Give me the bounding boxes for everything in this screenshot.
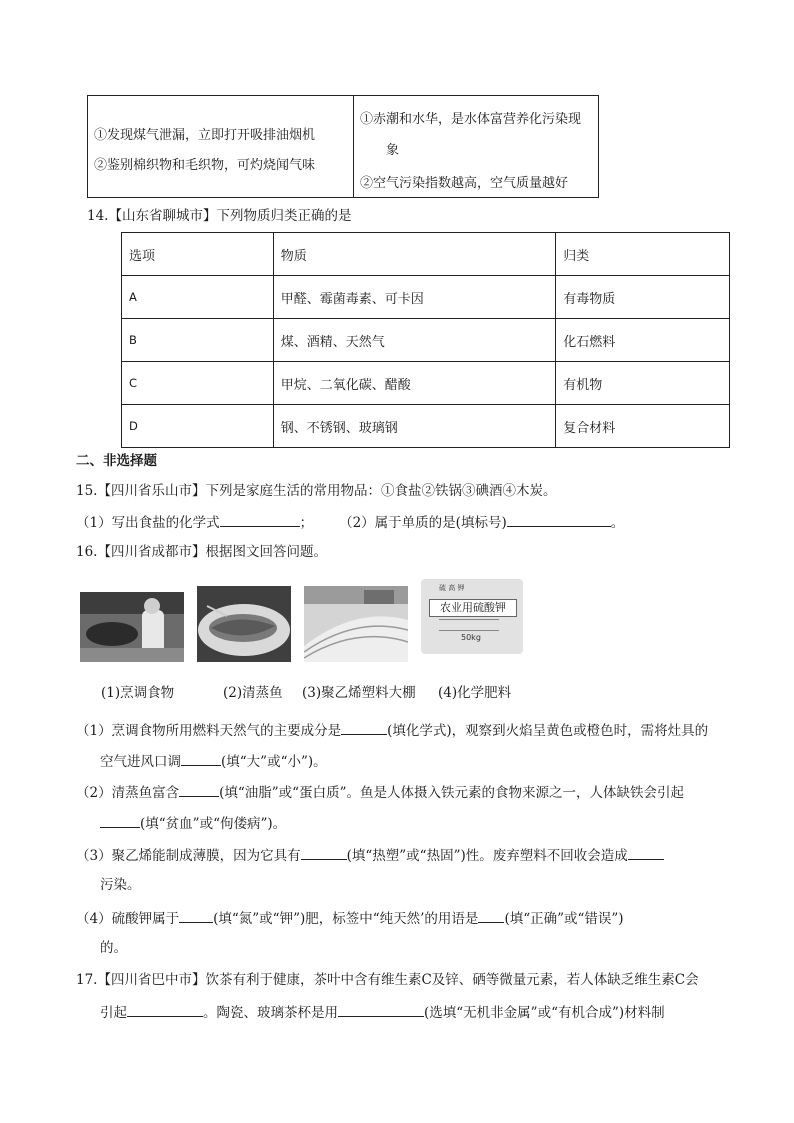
cooking-illustration [80,592,184,662]
q14-stem: 14.【山东省聊城市】下列物质归类正确的是 [87,208,352,224]
fish-illustration [197,586,291,662]
q16-part2-line1 [76,782,684,802]
q16-part2-line2 [100,813,286,833]
answer-blank[interactable] [127,1002,203,1017]
fertilizer-bag-photo [421,579,523,654]
greenhouse-photo [304,586,408,662]
bag-top-text: 硫 高 钾 [439,584,465,592]
box-right-line-1: ①赤潮和水华，是水体富营养化污染现 [360,112,582,127]
caption-cooking: (1)烹调食物 [101,685,175,701]
q16-part3-line1 [76,845,664,865]
answer-blank[interactable] [179,908,213,923]
row-option: A [122,276,274,319]
answer-blank[interactable] [100,813,140,828]
q17-line1: 17.【四川省巴中市】饮茶有利于健康，茶叶中含有维生素C及锌、硒等微量元素，若人体缺乏维生素C会 [76,972,699,988]
greenhouse-illustration [304,586,408,662]
bag-weight: 50kg [461,633,481,642]
answer-blank[interactable] [301,845,347,860]
bag-stripe [439,619,499,631]
bag-label: 农业用硫酸钾 [429,599,517,617]
q16-stem: 16.【四川省成都市】根据图文回答问题。 [76,544,327,560]
box-left-line-2: ②鉴别棉织物和毛织物，可灼烧闻气味 [94,158,316,173]
section-title: 二、非选择题 [76,453,157,469]
q16-part1-line1 [76,720,708,740]
option-box [87,95,599,198]
table-row [122,362,730,405]
q16-p1-text-b: (填化学式)，观察到火焰呈黄色或橙色时，需将灶具的 [387,723,709,739]
cooking-photo [80,592,184,662]
row-category: 有机物 [556,362,730,405]
q17-text-a: 引起 [100,1005,127,1021]
q16-part4-line2: 的。 [100,940,127,956]
table-row [122,319,730,362]
q16-p3-text-a: （3）聚乙烯能制成薄膜，因为它具有 [76,848,301,864]
answer-blank[interactable] [478,908,504,923]
q16-p2-text-b: (填“油脂”或“蛋白质”。鱼是人体摄入铁元素的食物来源之一，人体缺铁会引起 [219,785,684,801]
q16-p1-text-d: (填“大”或“小”)。 [221,754,327,770]
row-substance: 甲醛、霉菌毒素、可卡因 [273,276,556,319]
q16-p2-text-a: （2）清蒸鱼富含 [76,785,180,801]
q15-part1: （1）写出食盐的化学式 [76,515,220,531]
q15-separator: ； [299,515,314,531]
q16-part4-line1 [76,908,624,928]
answer-blank[interactable] [179,782,219,797]
q16-p1-text-c: 空气进风口调 [100,754,181,770]
q17-text-c: (选填“无机非金属”或“有机合成”)材料制 [424,1005,665,1021]
q16-p4-text-c: (填“正确”或“错误”) [504,911,624,927]
q17-line2 [100,1002,665,1022]
row-option: B [122,319,274,362]
table-header-row [122,233,730,276]
table-row [122,405,730,448]
answer-blank[interactable] [628,845,664,860]
q16-p4-text-a: （4）硫酸钾属于 [76,911,180,927]
row-category: 有毒物质 [556,276,730,319]
answer-blank[interactable] [341,720,387,735]
box-right-line-1b: 象 [386,143,400,158]
answer-blank[interactable] [220,512,300,527]
q17-text-b: 。陶瓷、玻璃茶杯是用 [203,1005,338,1021]
q16-part1-line2 [100,751,327,771]
row-substance: 煤、酒精、天然气 [273,319,556,362]
q14-table [121,232,730,448]
q16-p2-text-c: (填“贫血”或“佝偻病”)。 [140,816,287,832]
fish-photo [197,586,291,662]
q15-parts [76,512,624,532]
row-substance: 甲烷、二氧化碳、醋酸 [273,362,556,405]
row-substance: 钢、不锈钢、玻璃钢 [273,405,556,448]
q16-p3-text-b: (填“热塑”或“热固”)性。废弃塑料不回收会造成 [346,848,628,864]
q16-p4-text-b: (填“氮”或“钾”)肥，标签中“纯天然’的用语是 [213,911,479,927]
q15-end: 。 [610,515,625,531]
row-category: 复合材料 [556,405,730,448]
caption-fertilizer: (4)化学肥料 [438,685,512,701]
q15-part2: （2）属于单质的是(填标号) [339,515,507,531]
table-row [122,276,730,319]
q15-stem: 15.【四川省乐山市】下列是家庭生活的常用物品：①食盐②铁锅③碘酒④木炭。 [76,483,557,499]
caption-fish: (2)清蒸鱼 [223,685,283,701]
row-category: 化石燃料 [556,319,730,362]
box-divider [353,96,354,197]
answer-blank[interactable] [507,512,611,527]
row-option: D [122,405,274,448]
header-substance: 物质 [273,233,556,276]
header-option: 选项 [122,233,274,276]
answer-blank[interactable] [338,1002,424,1017]
q16-p1-text-a: （1）烹调食物所用燃料天然气的主要成分是 [76,723,342,739]
answer-blank[interactable] [181,751,221,766]
caption-greenhouse: (3)聚乙烯塑料大棚 [302,685,416,701]
box-right-line-2: ②空气污染指数越高，空气质量越好 [360,176,569,191]
row-option: C [122,362,274,405]
header-category: 归类 [556,233,730,276]
q16-part3-line2: 污染。 [100,877,141,893]
box-left-line-1: ①发现煤气泄漏，立即打开吸排油烟机 [94,128,316,143]
